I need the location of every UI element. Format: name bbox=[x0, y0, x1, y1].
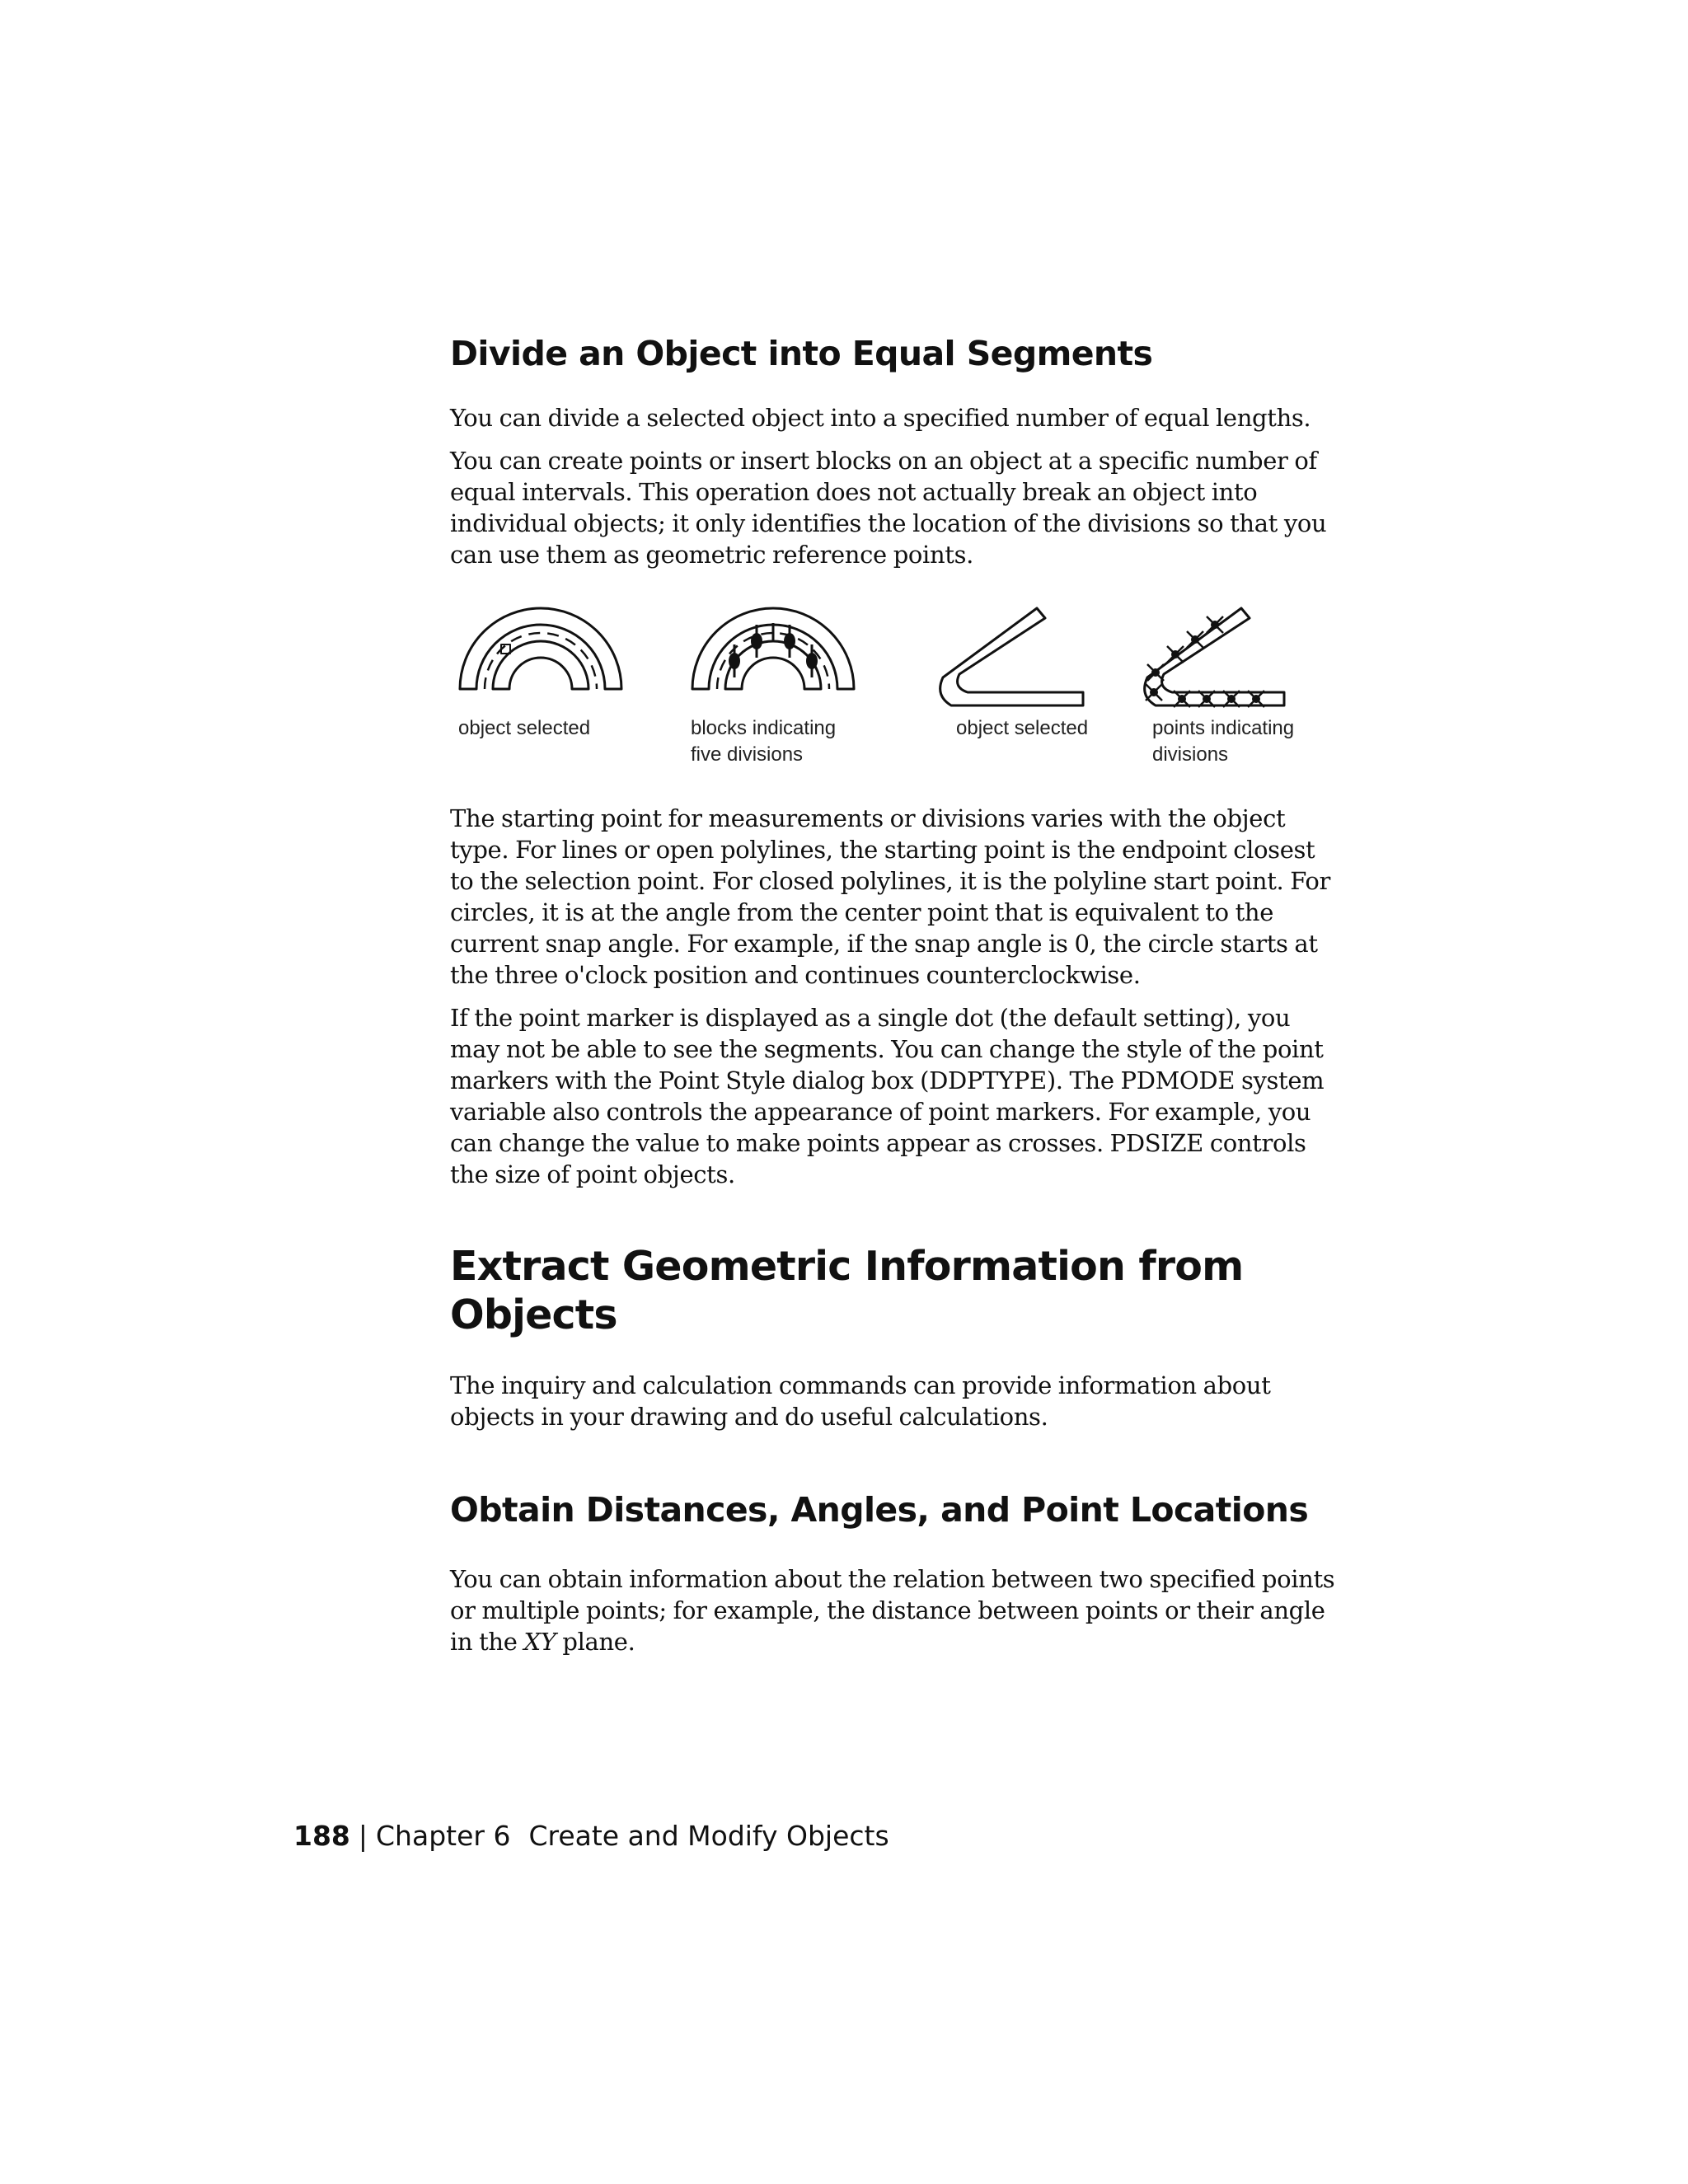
paragraph-obtain-text-2: plane. bbox=[556, 1627, 635, 1656]
footer-separator: | bbox=[358, 1820, 368, 1852]
page-number: 188 bbox=[293, 1820, 350, 1852]
divide-illustration bbox=[450, 598, 1340, 796]
paragraph-obtain-text-1: You can obtain information about the relation between two specified points or multiple points; for example, the distance between points or their angle in the bbox=[450, 1564, 1335, 1656]
caption-blocks-five-divisions: blocks indicating five divisions bbox=[691, 717, 837, 766]
section-heading-obtain: Obtain Distances, Angles, and Point Locations bbox=[450, 1489, 1309, 1530]
polyline-points-shape bbox=[1145, 608, 1284, 707]
polyline-selected-shape bbox=[940, 608, 1083, 705]
footer-chapter: Chapter 6 bbox=[376, 1820, 511, 1852]
paragraph-point-marker: If the point marker is displayed as a single dot (the default setting), you may not be able to see the segments. You can change the style of the point markers with the Point Style dialog box (DDPTYPE). The PDMODE system variable also controls the appearance of point markers. For example, you can change the value to make points appear as crosses. PDSIZE controls the size of point objects. bbox=[450, 1004, 1325, 1189]
page-content bbox=[450, 334, 1340, 1657]
caption-object-selected-2: object selected bbox=[956, 717, 1089, 740]
page-footer bbox=[293, 1820, 889, 1852]
paragraph-extract-intro: The inquiry and calculation commands can provide information about objects in your drawing and do useful calculations. bbox=[450, 1371, 1271, 1431]
caption-object-selected-1: object selected bbox=[458, 717, 591, 740]
paragraph-divide-detail: You can create points or insert blocks on an object at a specific number of equal intervals. This operation does not actually break an object into individual objects; it only identifies the location of the divisions so that you can use them as geometric reference points. bbox=[450, 447, 1327, 569]
paragraph-obtain-xy: XY bbox=[523, 1627, 556, 1656]
footer-chapter-title: Create and Modify Objects bbox=[528, 1820, 889, 1852]
section-heading-extract: Extract Geometric Information from Objects bbox=[450, 1243, 1244, 1338]
paragraph-obtain-intro bbox=[450, 1563, 1340, 1657]
paragraph-starting-point: The starting point for measurements or divisions varies with the object type. For lines or open polylines, the starting point is the endpoint closest to the selection point. For closed polylines, it is the polyline start point. For circles, it is at the angle from the center point that is equivalent to the current snap angle. For example, if the snap angle is 0, the circle starts at the three o'clock position and continues counterclockwise. bbox=[450, 804, 1331, 990]
caption-points-divisions: points indicating divisions bbox=[1152, 717, 1295, 766]
paragraph-divide-intro: You can divide a selected object into a specified number of equal lengths. bbox=[450, 404, 1311, 433]
arch-blocks-shape bbox=[692, 608, 854, 689]
arch-selected-shape bbox=[460, 608, 621, 689]
section-heading-divide: Divide an Object into Equal Segments bbox=[450, 334, 1153, 373]
